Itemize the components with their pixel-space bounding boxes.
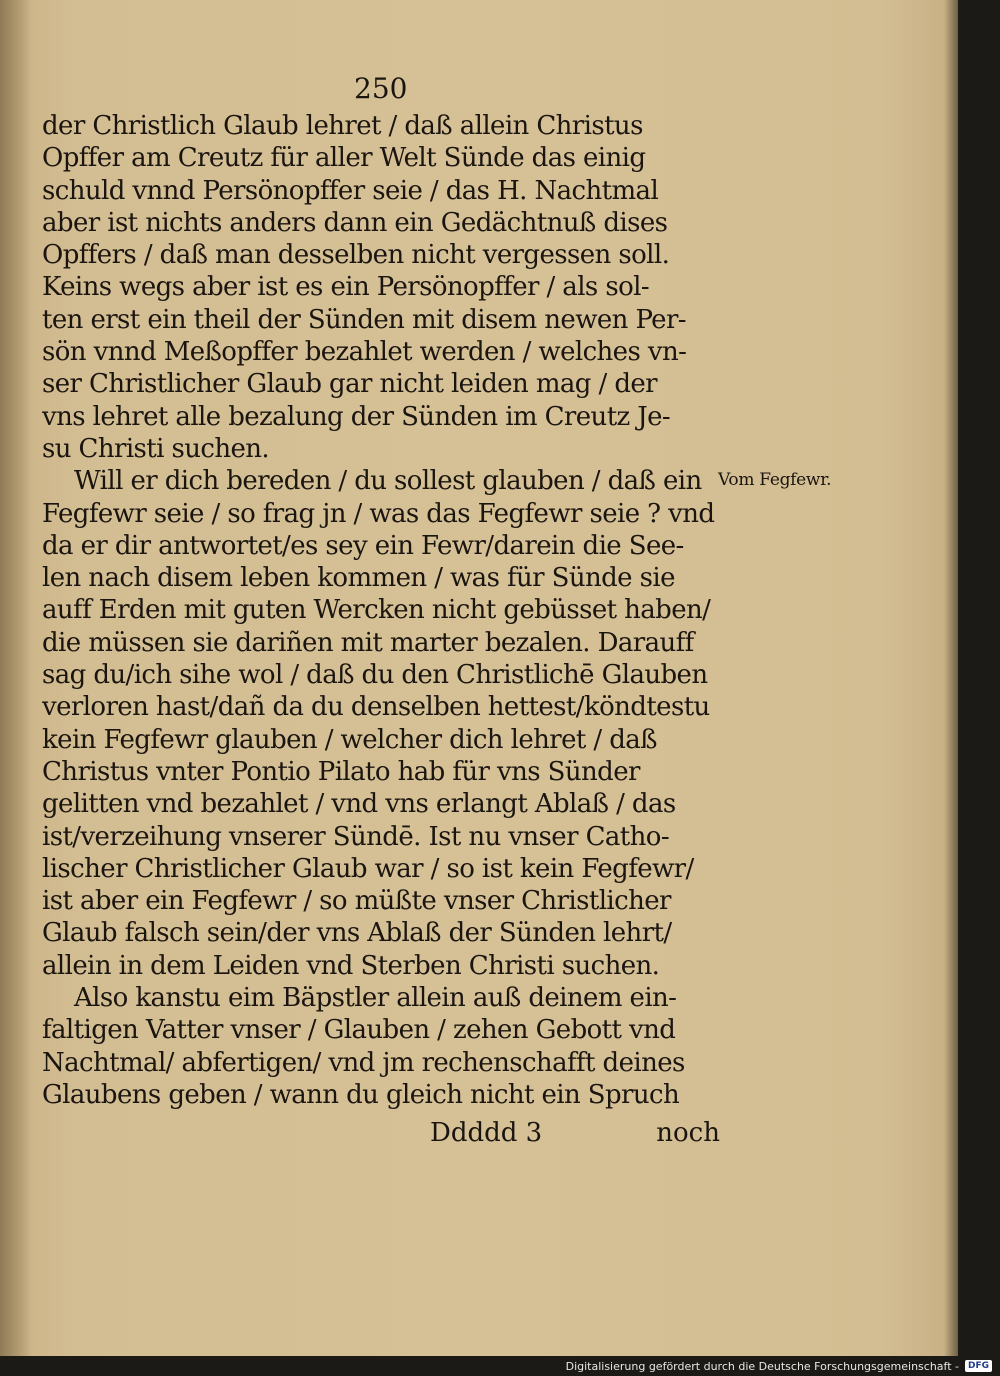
text-line: der Christlich Glaub lehret / daß allein Christus bbox=[42, 111, 643, 141]
text-line: Also kanstu eim Bäpstler allein auß deinem ein- bbox=[74, 983, 677, 1014]
text-line: schuld vnnd Persönopffer seie / das H. Nachtmal bbox=[42, 175, 659, 206]
text-line: auff Erden mit guten Wercken nicht gebüsset haben/ bbox=[42, 595, 711, 626]
text-line: die müssen sie dariñen mit marter bezalen. Darauff bbox=[42, 627, 694, 658]
text-line: len nach disem leben kommen / was für Sünde sie bbox=[42, 563, 675, 594]
text-line: sag du/ich sihe wol / daß du den Christlichē Glauben bbox=[42, 660, 708, 691]
text-line: su Christi suchen. bbox=[42, 433, 270, 464]
catchword: noch bbox=[656, 1118, 720, 1148]
text-line: Nachtmal/ abfertigen/ vnd jm rechenschafft deines bbox=[42, 1047, 685, 1078]
signature-line bbox=[430, 1118, 720, 1154]
text-line: Glaub falsch sein/der vns Ablaß der Sünden lehrt/ bbox=[42, 918, 672, 949]
text-line: gelitten vnd bezahlet / vnd vns erlangt Ablaß / das bbox=[42, 789, 676, 820]
text-line: allein in dem Leiden vnd Sterben Christi suchen. bbox=[42, 950, 660, 981]
text-line: sön vnnd Meßopffer bezahlet werden / welches vn- bbox=[42, 337, 687, 368]
text-line: Fegfewr seie / so frag jn / was das Fegfewr seie ? vnd bbox=[42, 498, 715, 529]
signature-mark: Ddddd 3 bbox=[430, 1118, 543, 1148]
text-line: lischer Christlicher Glaub war / so ist kein Fegfewr/ bbox=[42, 853, 694, 884]
text-line: Keins wegs aber ist es ein Persönopffer / als sol- bbox=[42, 272, 650, 303]
text-line: verloren hast/dañ da du denselben hettest/köndtestu bbox=[42, 692, 710, 723]
dfg-logo: DFG bbox=[965, 1360, 992, 1372]
text-line: da er dir antwortet/es sey ein Fewr/darein die See- bbox=[42, 530, 684, 561]
text-line: Christus vnter Pontio Pilato hab für vns Sünder bbox=[42, 756, 640, 787]
text-line: Opffers / daß man desselben nicht vergessen soll. bbox=[42, 240, 670, 271]
text-line: kein Fegfewr glauben / welcher dich lehret / daß bbox=[42, 724, 657, 755]
text-line: ist aber ein Fegfewr / so müßte vnser Christlicher bbox=[42, 886, 671, 917]
page-number: 250 bbox=[354, 72, 408, 105]
text-line: Opffer am Creutz für aller Welt Sünde das einig bbox=[42, 143, 646, 174]
digitization-footer bbox=[566, 1357, 992, 1375]
footer-text: Digitalisierung gefördert durch die Deutsche Forschungsgemeinschaft - bbox=[565, 1359, 959, 1373]
margin-note: Vom Fegfewr. bbox=[718, 470, 832, 490]
body-text bbox=[42, 110, 722, 1111]
text-line: Glaubens geben / wann du gleich nicht ein Spruch bbox=[42, 1079, 680, 1110]
text-line: ist/verzeihung vnserer Sündē. Ist nu vnser Catho- bbox=[42, 821, 670, 852]
text-line: aber ist nichts anders dann ein Gedächtnuß dises bbox=[42, 207, 668, 238]
text-line: ten erst ein theil der Sünden mit disem newen Per- bbox=[42, 304, 686, 335]
text-line: Will er dich bereden / du sollest glauben / daß ein bbox=[74, 466, 702, 497]
text-line: faltigen Vatter vnser / Glauben / zehen Gebott vnd bbox=[42, 1015, 676, 1046]
text-line: vns lehret alle bezalung der Sünden im Creutz Je- bbox=[42, 401, 671, 432]
text-line: ser Christlicher Glaub gar nicht leiden mag / der bbox=[42, 369, 657, 400]
